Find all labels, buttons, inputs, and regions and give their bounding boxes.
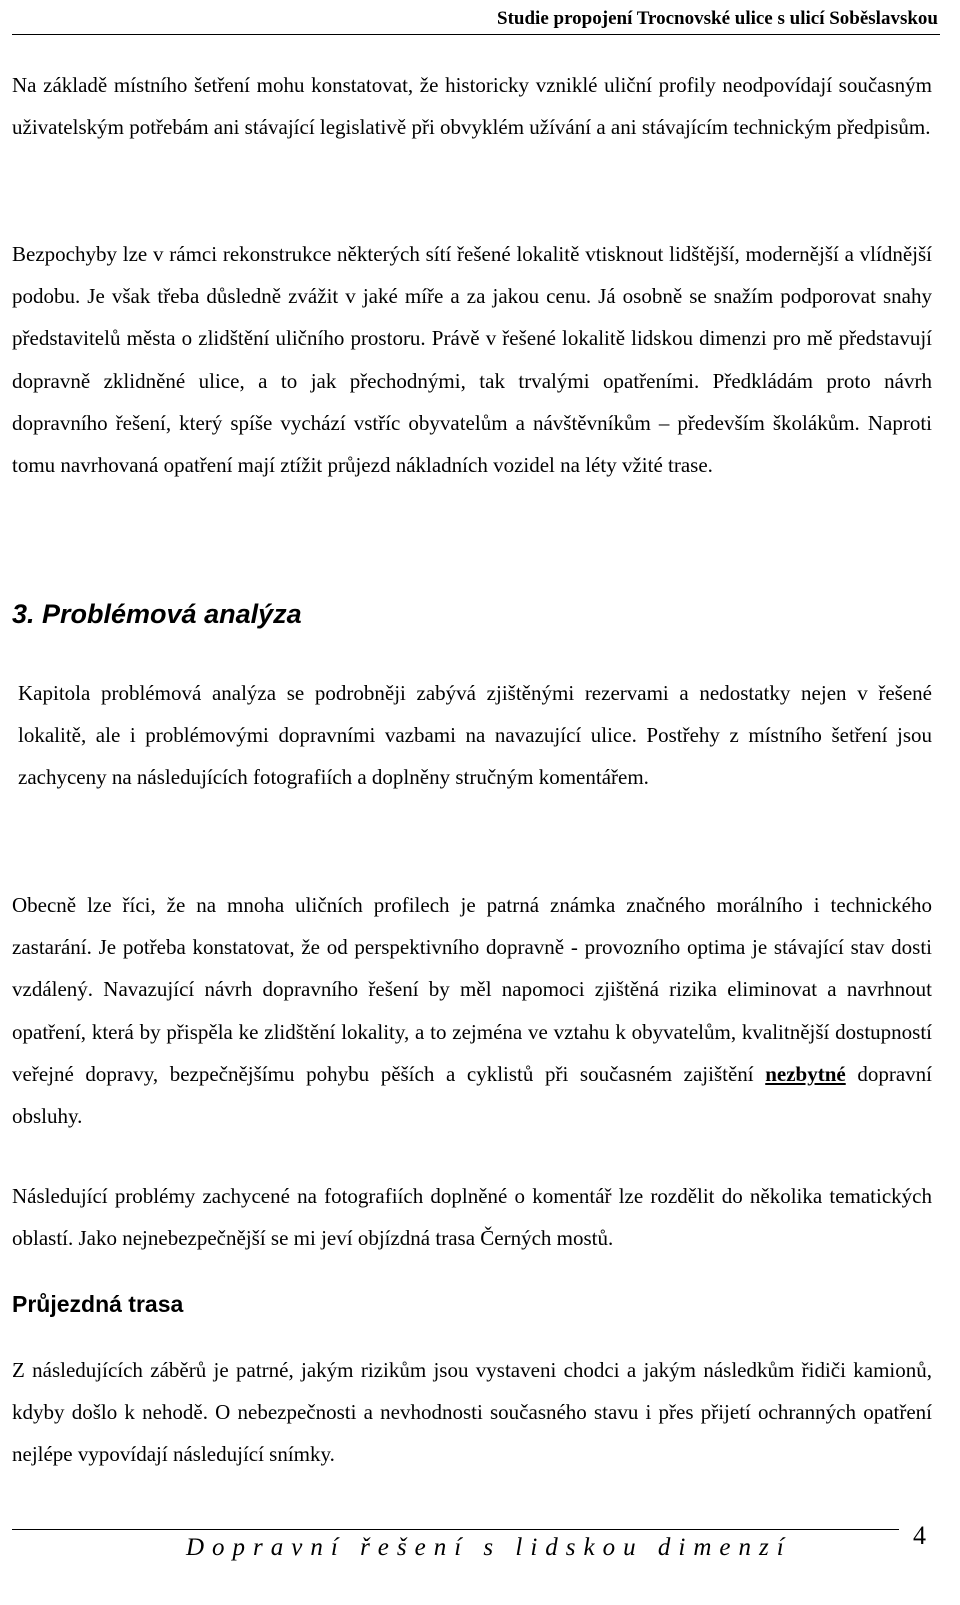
subsection-heading-transit-route: Průjezdná trasa bbox=[12, 1291, 184, 1317]
section-heading-problem-analysis: 3. Problémová analýza bbox=[12, 599, 302, 629]
paragraph-general-state-text: Obecně lze říci, že na mnoha uličních profilech je patrná známka značného morálního i technického zastarání. Je potřeba konstatovat, že od perspektivního dopravně - provozního optima je stávající stav dosti vzdálený. Navazující návrh dopravního řešení by měl napomoci zjištěná rizika eliminovat a navrhnout opatření, která by přispěla ke zlidštění lokality, a to zejména ve vztahu k obyvatelům, kvalitnější dostupností veřejné dopravy, bezpečnějšímu pohybu pěších a cyklistů při současném zajištění bbox=[12, 893, 932, 1086]
paragraph-general-state bbox=[12, 884, 932, 1137]
paragraph-intro: Na základě místního šetření mohu konstatovat, že historicky vzniklé uliční profily neodpovídají současným uživatelským potřebám ani stávající legislativě při obvyklém užívání a ani stávajícím technickým předpisům. bbox=[12, 73, 932, 140]
paragraph-chapter-overview: Kapitola problémová analýza se podrobněji zabývá zjištěnými rezervami a nedostatky nejen v řešené lokalitě, ale i problémovými dopravními vazbami na navazující ulice. Postřehy z místního šetření jsou zachyceny na následujících fotografiích a doplněny stručným komentářem. bbox=[18, 681, 932, 790]
paragraph-general-state-end: dopravní obsluhy. bbox=[12, 1061, 932, 1129]
paragraph-photo-intro: Z následujících záběrů je patrné, jakým rizikům jsou vystaveni chodci a jakým následkům řidiči kamionů, kdyby došlo k nehodě. O nebezpečnosti a nevhodnosti současného stavu i přes přijetí ochranných opatření nejlépe vypovídají následující snímky. bbox=[12, 1358, 932, 1467]
page-number: 4 bbox=[913, 1521, 926, 1550]
paragraph-human-dimension: Bezpochyby lze v rámci rekonstrukce některých sítí řešené lokalitě vtisknout lidštější, modernější a vlídnější podobu. Je však třeba důsledně zvážit v jaké míře a za jakou cenu. Já osobně se snažím podporovat snahy představitelů města o zlidštění uličního prostoru. Právě v řešené lokalitě lidskou dimenzi pro mě představují dopravně zklidněné ulice, a to jak přechodnými, tak trvalými opatřeními. Předkládám proto návrh dopravního řešení, který spíše vychází vstříc obyvatelům a návštěvníkům – především školákům. Naproti tomu navrhovaná opatření mají ztížit průjezd nákladních vozidel na léty vžité trase. bbox=[12, 242, 932, 478]
paragraph-problem-areas: Následující problémy zachycené na fotografiích doplněné o komentář lze rozdělit do několika tematických oblastí. Jako nejnebezpečnější se mi jeví objízdná trasa Černých mostů. bbox=[12, 1184, 932, 1251]
emphasized-word: nezbytné bbox=[765, 1061, 846, 1086]
document-header-title: Studie propojení Trocnovské ulice s ulicí Soběslavskou bbox=[497, 8, 938, 29]
footer-title: Dopravní řešení s lidskou dimenzí bbox=[186, 1534, 792, 1561]
header-divider bbox=[12, 34, 940, 35]
footer-divider bbox=[12, 1529, 899, 1530]
